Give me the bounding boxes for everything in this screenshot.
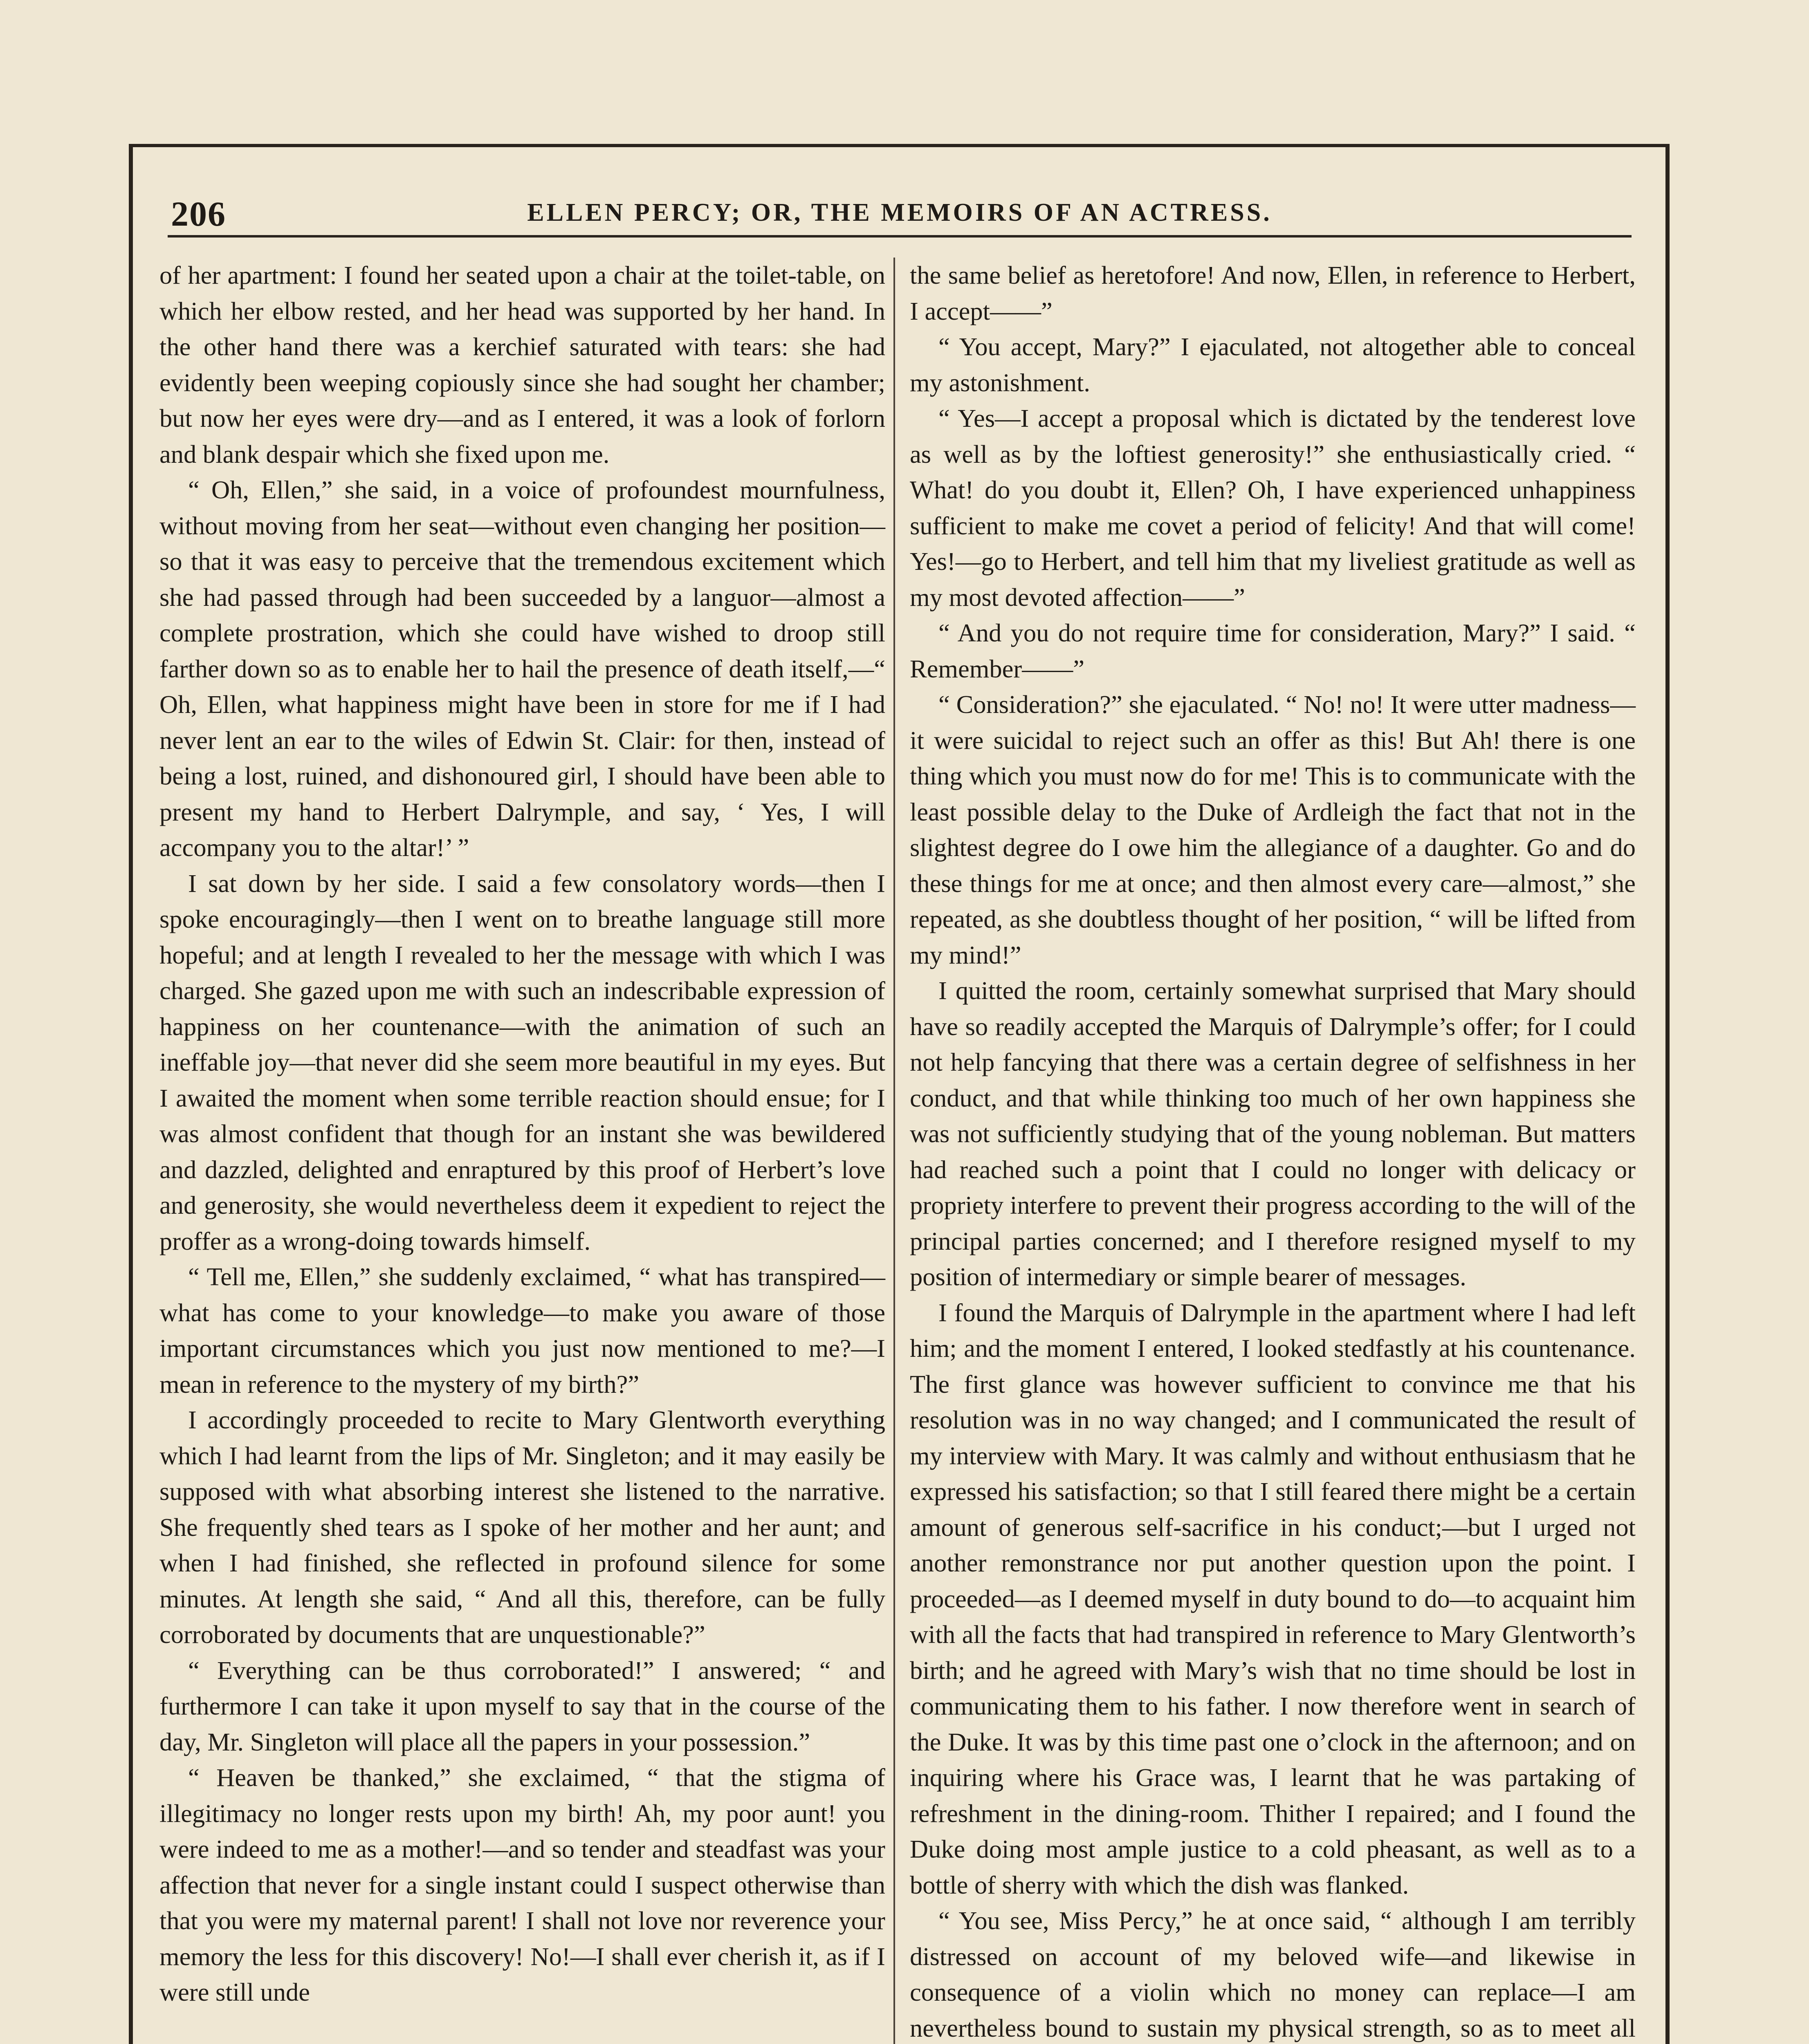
paragraph: “ You accept, Mary?” I ejaculated, not altogether able to conceal my astonishment. [910, 332, 1636, 397]
paragraph: “ Tell me, Ellen,” she suddenly exclaimed, “ what has transpired—what has come to your knowledge—to make you aware of those important circumstances which you just now mentioned to me?—I mean in reference to the mystery of my birth?” [159, 1262, 885, 1399]
paragraph: I accordingly proceeded to recite to Mary Glentworth everything which I had learnt from the lips of Mr. Singleton; and it may easily be supposed with what absorbing interest she listened to the narrative. She frequently shed tears as I spoke of her mother and her aunt; and when I had finished, she reflected in profound silence for some minutes. At length she said, “ And all this, therefore, can be fully corroborated by documents that are unquestionable?” [159, 1405, 885, 1649]
paragraph: “ Oh, Ellen,” she said, in a voice of profoundest mournfulness, without moving from her seat—without even changing her position—so that it was easy to perceive that the tremendous excitement which she had passed through had been succeeded by a languor—almost a complete prostration, which she could have wished to droop still farther down so as to enable her to hail the presence of death itself,—“ Oh, Ellen, what happiness might have been in store for me if I had never lent an ear to the wiles of Edwin St. Clair: for then, instead of being a lost, ruined, and dishonoured girl, I should have been able to present my hand to Herbert Dalrymple, and say, ‘ Yes, I will accompany you to the altar!’ ” [159, 475, 885, 862]
paragraph: “ Consideration?” she ejaculated. “ No! no! It were utter madness—it were suicidal to reject such an offer as this! But Ah! there is one thing which you must now do for me! This is to communicate with the least possible delay to the Duke of Ardleigh the fact that not in the slightest degree do I owe him the allegiance of a daughter. Go and do these things for me at once; and then almost every care—almost,” she repeated, as she doubtless thought of her position, “ will be lifted from my mind!” [910, 690, 1636, 969]
paragraph: “ Yes—I accept a proposal which is dictated by the tenderest love as well as by the loftiest generosity!” she enthusiastically cried. “ What! do you doubt it, Ellen? Oh, I have experienced unhappiness sufficient to make me covet a period of felicity! And that will come! Yes!—go to Herbert, and tell him that my liveliest gratitude as well as my most devoted affection——” [910, 404, 1636, 612]
paragraph: I quitted the room, certainly somewhat surprised that Mary should have so readily accepted the Marquis of Dalrymple’s offer; for I could not help fancying that there was a certain degree of selfishness in her conduct, and that while thinking too much of her own happiness she was not sufficiently studying that of the young nobleman. But matters had reached such a point that I could no longer with delicacy or propriety interfere to prevent their progress according to the will of the principal parties concerned; and I therefore resigned myself to my position of intermediary or simple bearer of messages. [910, 976, 1636, 1291]
paragraph: of her apartment: I found her seated upon a chair at the toilet-table, on which her elbow rested, and her head was supported by her hand. In the other hand there was a kerchief saturated with tears: she had evidently been weeping copiously since she had sought her chamber; but now her eyes were dry—and as I entered, it was a look of forlorn and blank despair which she fixed upon me. [159, 261, 885, 468]
running-title: ELLEN PERCY; OR, THE MEMOIRS OF AN ACTRESS. [527, 199, 1272, 226]
column-divider [893, 258, 895, 2044]
page-header [168, 186, 1632, 238]
left-text-column [159, 258, 885, 2044]
paragraph: “ Everything can be thus corroborated!” I answered; “ and furthermore I can take it upon myself to say that in the course of the day, Mr. Singleton will place all the papers in your possession.” [159, 1656, 885, 1756]
paragraph: “ You see, Miss Percy,” he at once said, “ although I am terribly distressed on account of my beloved wife—and likewise in consequence of a violin which no money can replace—I am nevertheless bound to sustain my physical strength, so as to meet all [910, 1906, 1636, 2042]
paragraph: the same belief as heretofore! And now, Ellen, in reference to Herbert, I accept——” [910, 261, 1636, 325]
right-text-column [910, 258, 1636, 2044]
paragraph: I sat down by her side. I said a few consolatory words—then I spoke encouragingly—then I went on to breathe language still more hopeful; and at length I revealed to her the message with which I was charged. She gazed upon me with such an indescribable expression of happiness on her countenance—with the animation of such an ineffable joy—that never did she seem more beautiful in my eyes. But I awaited the moment when some terrible reaction should ensue; for I was almost confident that though for an instant she was bewildered and dazzled, delighted and enraptured by this proof of Herbert’s love and generosity, she would nevertheless deem it expedient to reject the proffer as a wrong-doing towards himself. [159, 869, 885, 1255]
paragraph: “ And you do not require time for consideration, Mary?” I said. “ Remember——” [910, 619, 1636, 683]
paragraph: “ Heaven be thanked,” she exclaimed, “ that the stigma of illegitimacy no longer rests upon my birth! Ah, my poor aunt! you were indeed to me as a mother!—and so tender and steadfast was your affection that never for a single instant could I suspect otherwise than that you were my maternal parent! I shall not love nor reverence your memory the less for this discovery! No!—I shall ever cherish it, as if I were still unde [159, 1763, 885, 2006]
paragraph: I found the Marquis of Dalrymple in the apartment where I had left him; and the moment I entered, I looked stedfastly at his countenance. The first glance was however sufficient to convince me that his resolution was in no way changed; and I communicated the result of my interview with Mary. It was calmly and without enthusiasm that he expressed his satisfaction; so that I still feared there might be a certain amount of generous self-sacrifice in his conduct;—but I urged not another remonstrance nor put another question upon the point. I proceeded—as I deemed myself in duty bound to do—to acquaint him with all the facts that had transpired in reference to Mary Glentworth’s birth; and he agreed with Mary’s wish that no time should be lost in communicating them to his father. I now therefore went in search of the Duke. It was by this time past one o’clock in the afternoon; and on inquiring where his Grace was, I learnt that he was partaking of refreshment in the dining-room. Thither I repaired; and I found the Duke doing most ample justice to a cold pheasant, as well as to a bottle of sherry with which the dish was flanked. [910, 1298, 1636, 1899]
page-number: 206 [171, 194, 226, 233]
